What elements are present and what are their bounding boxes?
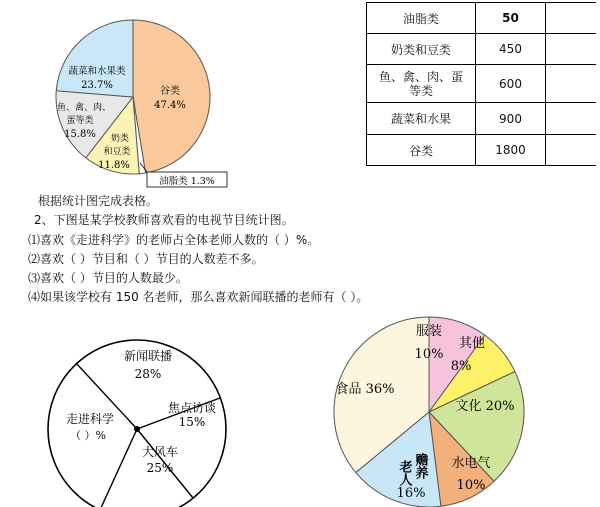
question-2-2: ⑵喜欢（ ）节目和（ ）节目的人数差不多。: [28, 252, 264, 266]
science-label: 走进科学: [65, 412, 115, 426]
grain-percent: 47.4%: [154, 100, 186, 111]
utility-percent: 10%: [456, 478, 486, 493]
fish-label-1: 鱼、禽、肉、: [56, 103, 112, 113]
table-row: [367, 65, 597, 103]
table-cell-name: [367, 65, 476, 103]
table-cell-value: 450: [476, 34, 546, 65]
question-2-4: ⑷如果该学校有 150 名老师，那么喜欢新闻联播的老师有（ ）。: [28, 290, 369, 304]
table-row: [367, 3, 597, 34]
table-cell-name: 蔬菜和水果: [367, 103, 476, 135]
tv-pie-center: [134, 426, 140, 432]
food-label: 食品 36%: [335, 382, 395, 397]
table-cell-blank: [546, 103, 597, 135]
instruction-text: 根据统计图完成表格。: [38, 194, 159, 208]
focus-percent: 15%: [178, 415, 206, 429]
table-cell-name: 奶类和豆类: [367, 34, 476, 65]
veg-percent: 23.7%: [81, 80, 113, 91]
table-cell-name: 油脂类: [367, 3, 476, 34]
table-cell-value: 1800: [476, 135, 546, 166]
table-row: [367, 103, 597, 135]
wind-percent: 25%: [146, 461, 174, 475]
focus-label: 焦点访谈: [167, 401, 217, 415]
science-percent: （ ）%: [70, 429, 106, 442]
food-pie-chart: [0, 0, 260, 195]
other-percent: 8%: [450, 359, 472, 374]
milk-label-1: 奶类: [110, 134, 130, 144]
question-2-1: ⑴喜欢《走进科学》的老师占全体老师人数的（ ）%。: [28, 233, 320, 247]
table-cell-name-line1: 鱼、禽、肉、蛋: [378, 69, 463, 84]
news-percent: 28%: [134, 367, 162, 381]
milk-label-2: 和豆类: [103, 147, 131, 157]
culture-label: 文化 20%: [455, 399, 515, 414]
table-cell-blank: [546, 135, 597, 166]
table-row: [367, 34, 597, 65]
table-cell-value: 50: [476, 3, 546, 34]
table-cell-value: 600: [476, 65, 546, 103]
utility-label: 水电气: [451, 456, 491, 471]
wind-label: 大风车: [141, 445, 179, 459]
clothes-label: 服装: [415, 324, 443, 339]
fish-label-2: 蛋等类: [66, 116, 94, 126]
question-2-title: 2、下图是某学校教师喜欢看的电视节目统计图。: [34, 213, 294, 227]
news-label: 新闻联播: [123, 349, 173, 363]
clothes-percent: 10%: [414, 347, 444, 362]
elder-label-2: 老人: [396, 460, 412, 486]
food-table: [366, 2, 596, 166]
question-2-3: ⑶喜欢（ ）节目的人数最少。: [28, 271, 188, 285]
tv-pie-chart: [40, 322, 240, 507]
table-cell-name: 谷类: [367, 135, 476, 166]
veg-label: 蔬菜和水果类: [68, 66, 126, 77]
elder-percent: 16%: [396, 486, 426, 501]
table-cell-blank: [546, 3, 597, 34]
other-label: 其他: [458, 336, 486, 351]
oil-label: 油脂类 1.3%: [159, 176, 215, 187]
table-cell-value: 900: [476, 103, 546, 135]
grain-label: 谷类: [160, 86, 180, 97]
milk-percent: 11.8%: [98, 160, 130, 171]
table-row: [367, 135, 597, 166]
spending-pie-chart: [325, 308, 535, 507]
fish-percent: 15.8%: [64, 129, 96, 140]
table-cell-blank: [546, 34, 597, 65]
table-cell-name-line2: 等类: [408, 83, 433, 98]
table-cell-blank: [546, 65, 597, 103]
elder-label-1: 赡养: [412, 453, 428, 479]
